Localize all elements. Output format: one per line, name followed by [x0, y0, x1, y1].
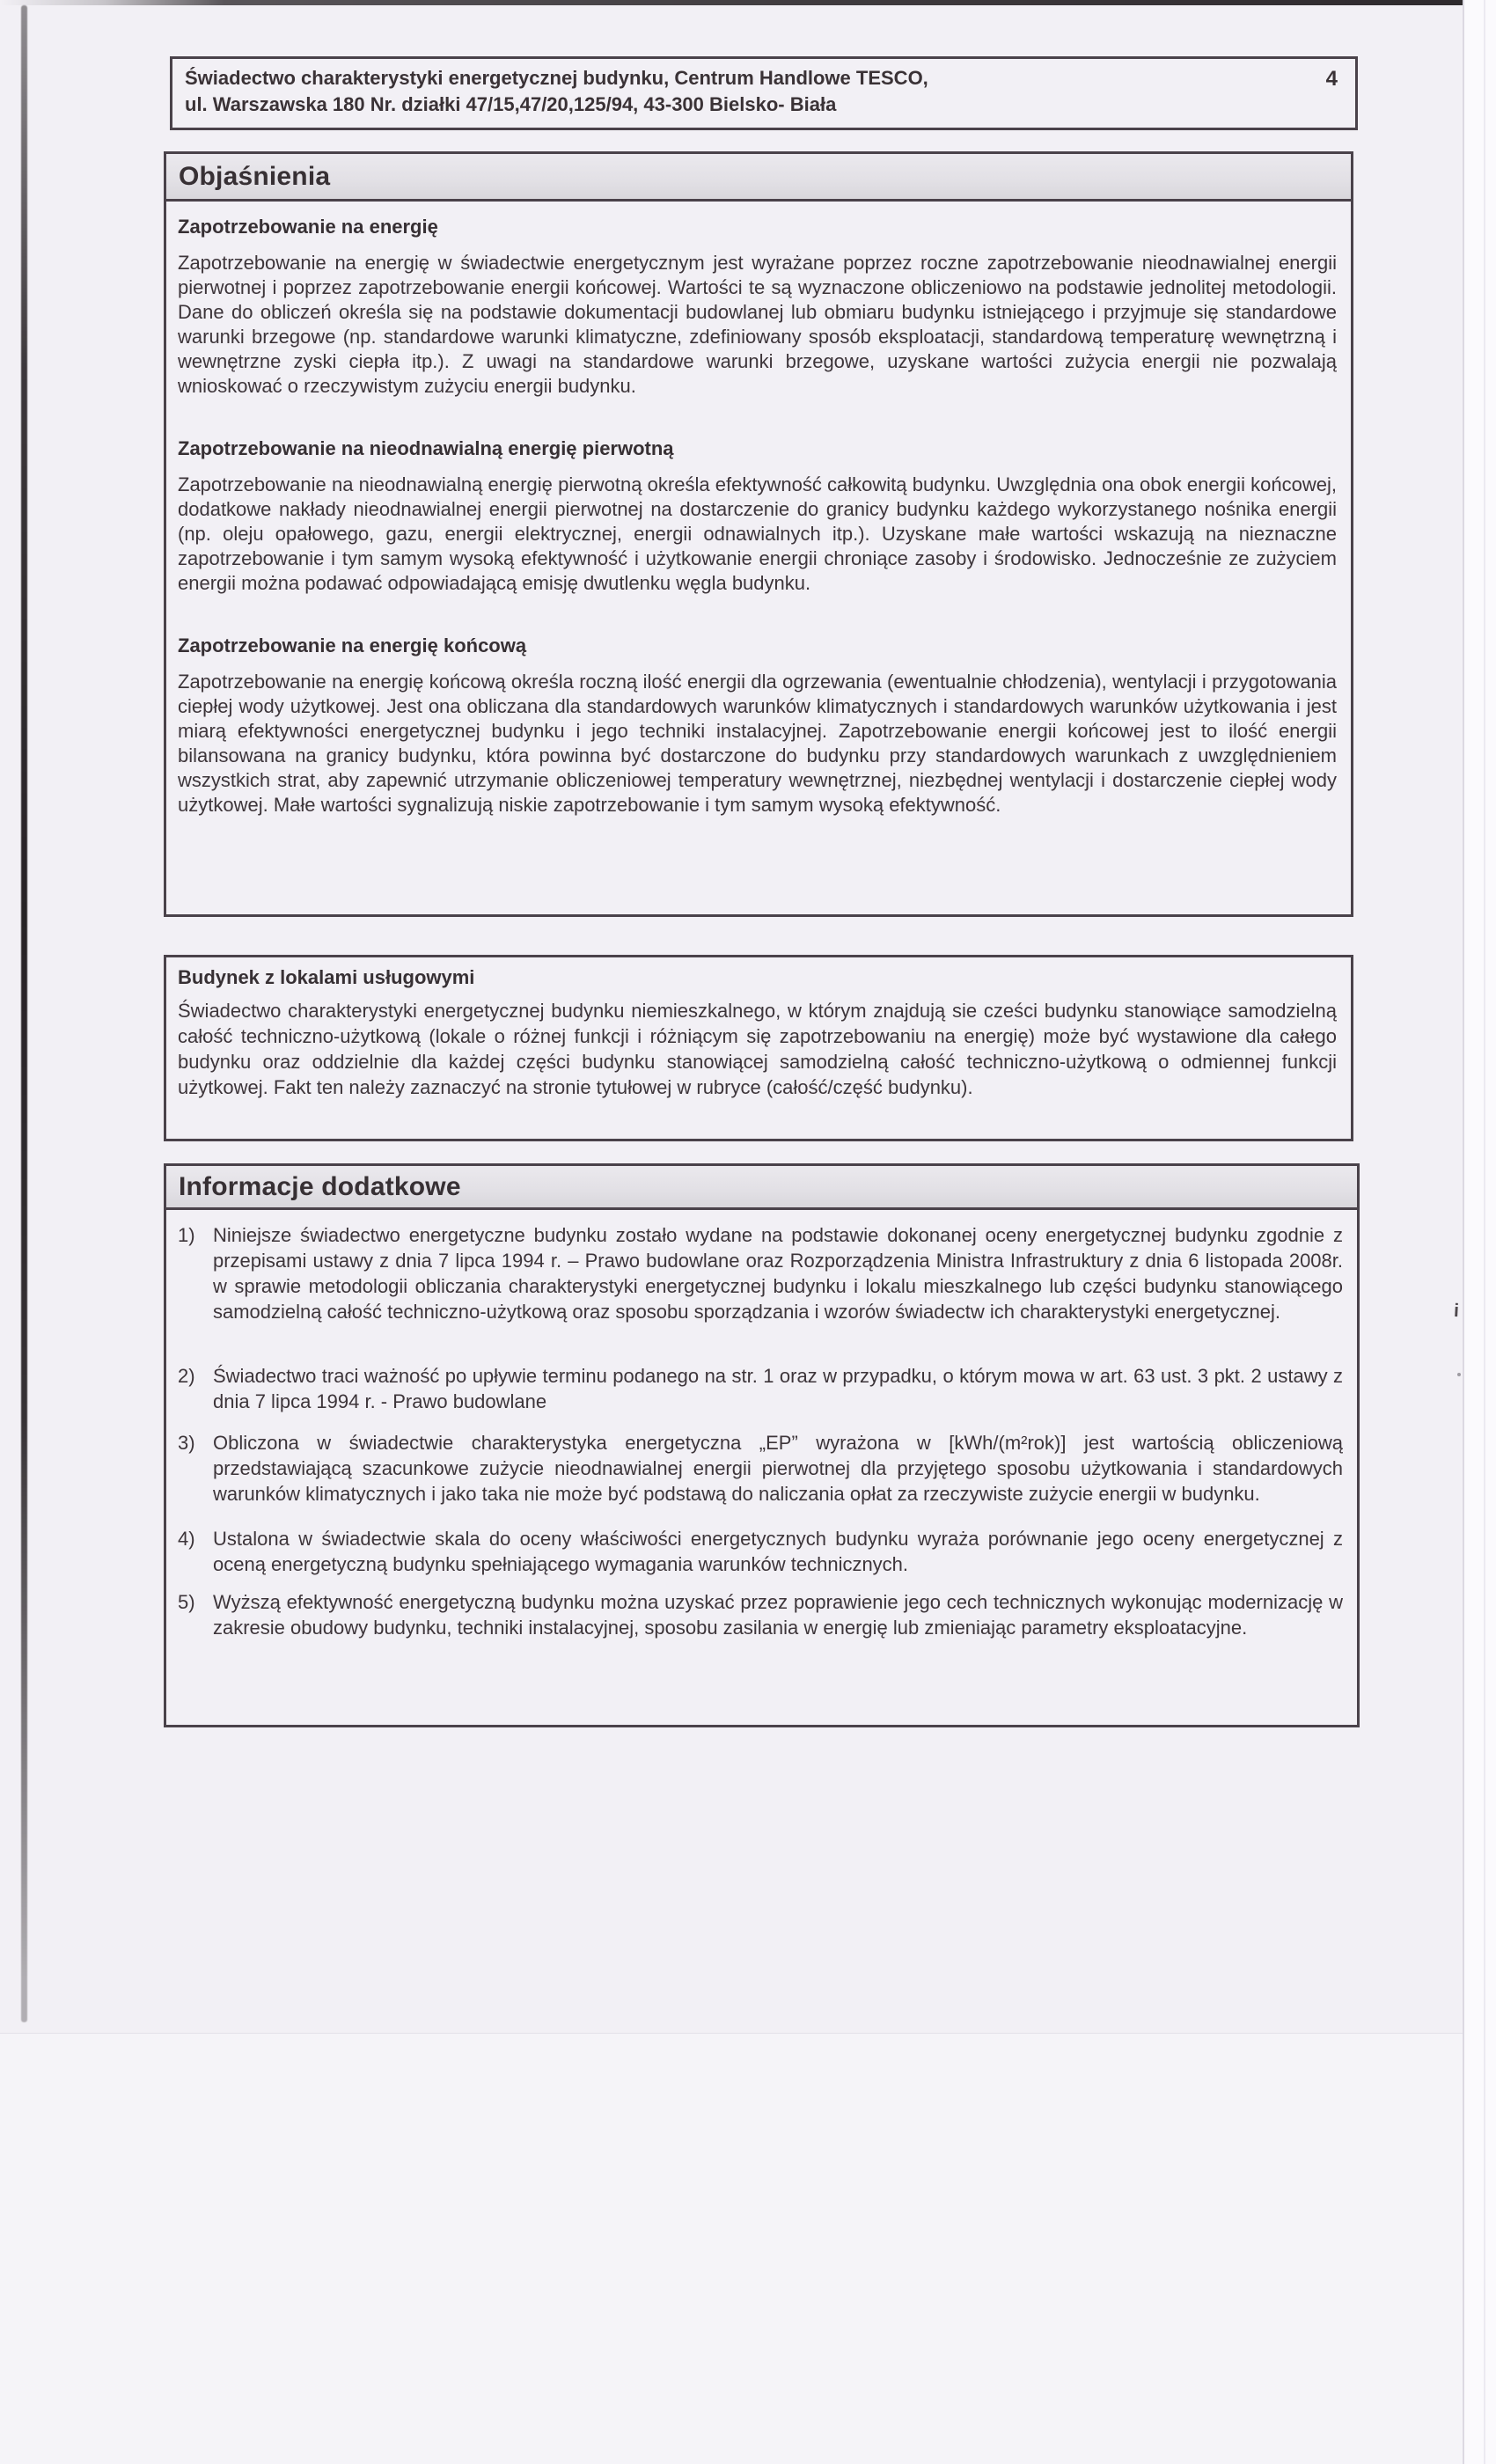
section-paragraph-energy-demand: Zapotrzebowanie na energię w świadectwie energetycznym jest wyrażane poprzez roczne zapotrzebowanie nieodnawialnej energii pierwotnej i poprzez zapotrzebowanie energii końcowej. Wartości te są wyznaczone obliczeniowo na podstawie jednolitej metodologii. Dane do obliczeń określa się na podstawie dokumentacji budowlanej lub obmiaru budynku istniejącego i przyjmuje się standardowe warunki brzegowe (np. standardowe warunki klimatyczne, zdefiniowany sposób eksploatacji, standardową temperaturę wewnętrzną i wewnętrzne zyski ciepła itp.). Z uwagi na standardowe warunki brzegowe, uzyskane wartości zużycia energii nie pozwalają wnioskować o rzeczywistym zużyciu energii budynku. — [178, 252, 1337, 397]
page-number: 4 — [1325, 67, 1338, 91]
scan-stray-dot — [1457, 1373, 1461, 1376]
list-item-number: 2) — [178, 1365, 195, 1387]
list-item-number: 5) — [178, 1591, 195, 1613]
list-item-number: 4) — [178, 1528, 195, 1550]
document-header-box — [170, 56, 1358, 130]
list-item-text: Obliczona w świadectwie charakterystyka energetyczna „EP” wyrażona w [kWh/(m²rok)] jest wartością obliczeniową przedstawiającą szacunkowe zużycie nieodnawialnej energii pierwotnej dla przyjętego sposobu użytkowania i standardowych warunków klimatycznych i jako taka nie może być podstawą do naliczania opłat za rzeczywiste zużycie energii w budynku. — [213, 1432, 1343, 1505]
list-item — [178, 1526, 1343, 1577]
list-item-text: Świadectwo traci ważność po upływie terminu podanego na str. 1 oraz w przypadku, o którym mowa w art. 63 ust. 3 pkt. 2 ustawy z dnia 7 lipca 1994 r. - Prawo budowlane — [213, 1365, 1343, 1412]
scan-stray-mark: i — [1453, 1300, 1460, 1322]
list-item-number: 3) — [178, 1432, 195, 1454]
additional-info-box — [164, 1163, 1360, 1727]
section-paragraph-primary-energy: Zapotrzebowanie na nieodnawialną energię pierwotną określa efektywność całkowitą budynku. Uwzględnia ona obok energii końcowej, dodatkowe nakłady nieodnawialnej energii pierwotnej na dostarczenie do granicy budynku każdego wykorzystanego nośnika energii (np. oleju opałowego, gazu, energii elektrycznej, energii odnawialnych itp.). Uzyskane małe wartości wskazują na nieznaczne zapotrzebowanie i tym samym wysoką efektywność i użytkowanie energii chroniące zasoby i środowisko. Jednocześnie ze zużyciem energii można podawać odpowiadającą emisję dwutlenku węgla budynku. — [178, 473, 1337, 594]
list-item — [178, 1222, 1343, 1324]
explanations-title: Objaśnienia — [166, 154, 1351, 202]
explanations-box — [164, 151, 1353, 917]
section-paragraph-final-energy: Zapotrzebowanie na energię końcową określa roczną ilość energii dla ogrzewania (ewentualnie chłodzenia), wentylacji i przygotowania ciepłej wody użytkowej. Jest ona obliczana dla standardowych warunków klimatycznych i standardowych warunków użytkowania i jest miarą efektywności energetycznej budynku i jego techniki instalacyjnej. Zapotrzebowanie energii końcowej jest to ilość energii bilansowana na granicy budynku, która powinna być dostarczone do budynku przy standardowych warunkach z uwzględnieniem wszystkich strat, aby zapewnić utrzymanie obliczeniowej temperatury wewnętrznej, niezbędnej wentylacji i dostarczenie ciepłej wody użytkowej. Małe wartości sygnalizują niskie zapotrzebowanie i tym samym wysoką efektywność. — [178, 671, 1337, 816]
section-heading-primary-energy: Zapotrzebowanie na nieodnawialną energię pierwotną — [178, 437, 674, 459]
section-paragraph-building-units: Świadectwo charakterystyki energetycznej budynku niemieszkalnego, w którym znajdują sie cześci budynku stanowiące samodzielną całość techniczno-użytkową (lokale o różnej funkcji i różniącym się zapotrzebowaniu na energię) może być wystawione dla całego budynku oraz oddzielnie dla każdej części budynku stanowiącej samodzielną całość techniczno-użytkową o odmiennej funkcji użytkowej. Fakt ten należy zaznaczyć na stronie tytułowej w rubryce (całość/część budynku). — [178, 1000, 1337, 1098]
explanations-body — [166, 202, 1351, 818]
building-section-body — [166, 957, 1351, 1100]
list-item-text: Niniejsze świadectwo energetyczne budynku zostało wydane na podstawie dokonanej oceny energetycznej budynku zgodnie z przepisami ustawy z dnia 7 lipca 1994 r. – Prawo budowlane oraz Rozporządzenia Ministra Infrastruktury z dnia 6 listopada 2008r. w sprawie metodologii obliczania charakterystyki energetycznej budynku i lokalu mieszkalnego lub części budynku stanowiącego samodzielną całość techniczno-użytkową oraz sposobu sporządzania i wzorów świadectw ich charakterystyki energetycznej. — [213, 1224, 1343, 1323]
additional-info-title: Informacje dodatkowe — [166, 1166, 1357, 1210]
building-with-service-units-box — [164, 955, 1353, 1141]
list-item-number: 1) — [178, 1224, 195, 1246]
document-address: ul. Warszawska 180 Nr. działki 47/15,47/20,125/94, 43-300 Bielsko- Biała — [185, 93, 837, 115]
scan-top-edge-artifact — [0, 0, 1496, 5]
section-heading-final-energy: Zapotrzebowanie na energię końcową — [178, 634, 527, 656]
list-item-text: Ustalona w świadectwie skala do oceny właściwości energetycznych budynku wyraża porównanie jego oceny energetycznej z oceną energetyczną budynku spełniającego wymagania warunków technicznych. — [213, 1528, 1343, 1575]
list-item — [178, 1430, 1343, 1507]
section-heading-building-units: Budynek z lokalami usługowymi — [178, 966, 475, 988]
list-item-text: Wyższą efektywność energetyczną budynku można uzyskać przez poprawienie jego cech technicznych wykonując modernizację w zakresie obudowy budynku, techniki instalacyjnej, sposobu zasilania w energię lub zmieniając parametry eksploatacyjne. — [213, 1591, 1343, 1639]
additional-info-list — [166, 1210, 1357, 1640]
list-item — [178, 1589, 1343, 1640]
scan-right-edge-strip — [1463, 0, 1496, 2464]
section-heading-energy-demand: Zapotrzebowanie na energię — [178, 216, 438, 238]
scan-left-line-artifact — [21, 5, 27, 2022]
document-title: Świadectwo charakterystyki energetycznej budynku, Centrum Handlowe TESCO, — [185, 67, 928, 89]
list-item — [178, 1363, 1343, 1414]
scan-bottom-area — [0, 2033, 1496, 2464]
